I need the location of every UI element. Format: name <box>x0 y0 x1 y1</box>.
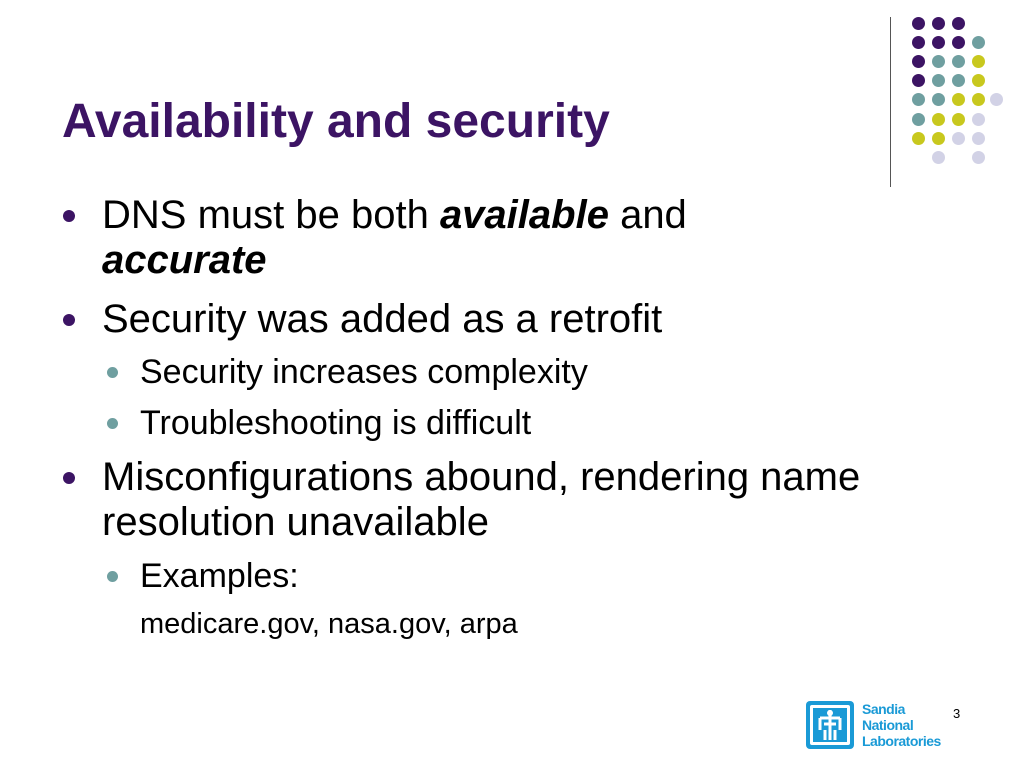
bullet-text: Security was added as a retrofit <box>102 297 663 341</box>
page-number: 3 <box>953 706 961 721</box>
sub-bullet-dot-icon <box>107 367 118 378</box>
bullet-text: and <box>608 193 687 237</box>
example-domains: medicare.gov, nasa.gov, arpa <box>140 608 518 640</box>
sub-bullet-text: Troubleshooting is difficult <box>140 404 532 442</box>
sandia-thunderbird-icon <box>805 700 855 750</box>
bullet-dot-icon <box>63 210 75 222</box>
bullet-item <box>102 297 862 342</box>
slide-title: Availability and security <box>62 95 610 148</box>
sub-bullet-dot-icon <box>107 571 118 582</box>
example-text <box>140 606 840 642</box>
bullet-emphasis: available <box>439 193 609 237</box>
sub-bullet-item <box>140 556 840 596</box>
bullet-dot-icon <box>63 314 75 326</box>
bullet-emphasis: accurate <box>102 238 267 282</box>
sub-bullet-text: Security increases complexity <box>140 353 588 391</box>
bullet-text: Misconfigurations abound, rendering name resolution unavailable <box>102 455 861 544</box>
sub-bullet-text: Examples: <box>140 557 299 595</box>
sub-bullet-dot-icon <box>107 418 118 429</box>
sandia-logo <box>805 700 945 752</box>
bullet-item <box>102 455 862 545</box>
logo-line: National <box>862 717 914 733</box>
bullet-item <box>102 193 862 283</box>
logo-line: Sandia <box>862 701 905 717</box>
bullet-text: DNS must be both <box>102 193 440 237</box>
logo-line: Laboratories <box>862 733 941 749</box>
sub-bullet-item <box>140 403 840 443</box>
sub-bullet-item <box>140 352 840 392</box>
logo-text <box>862 701 941 749</box>
bullet-dot-icon <box>63 472 75 484</box>
